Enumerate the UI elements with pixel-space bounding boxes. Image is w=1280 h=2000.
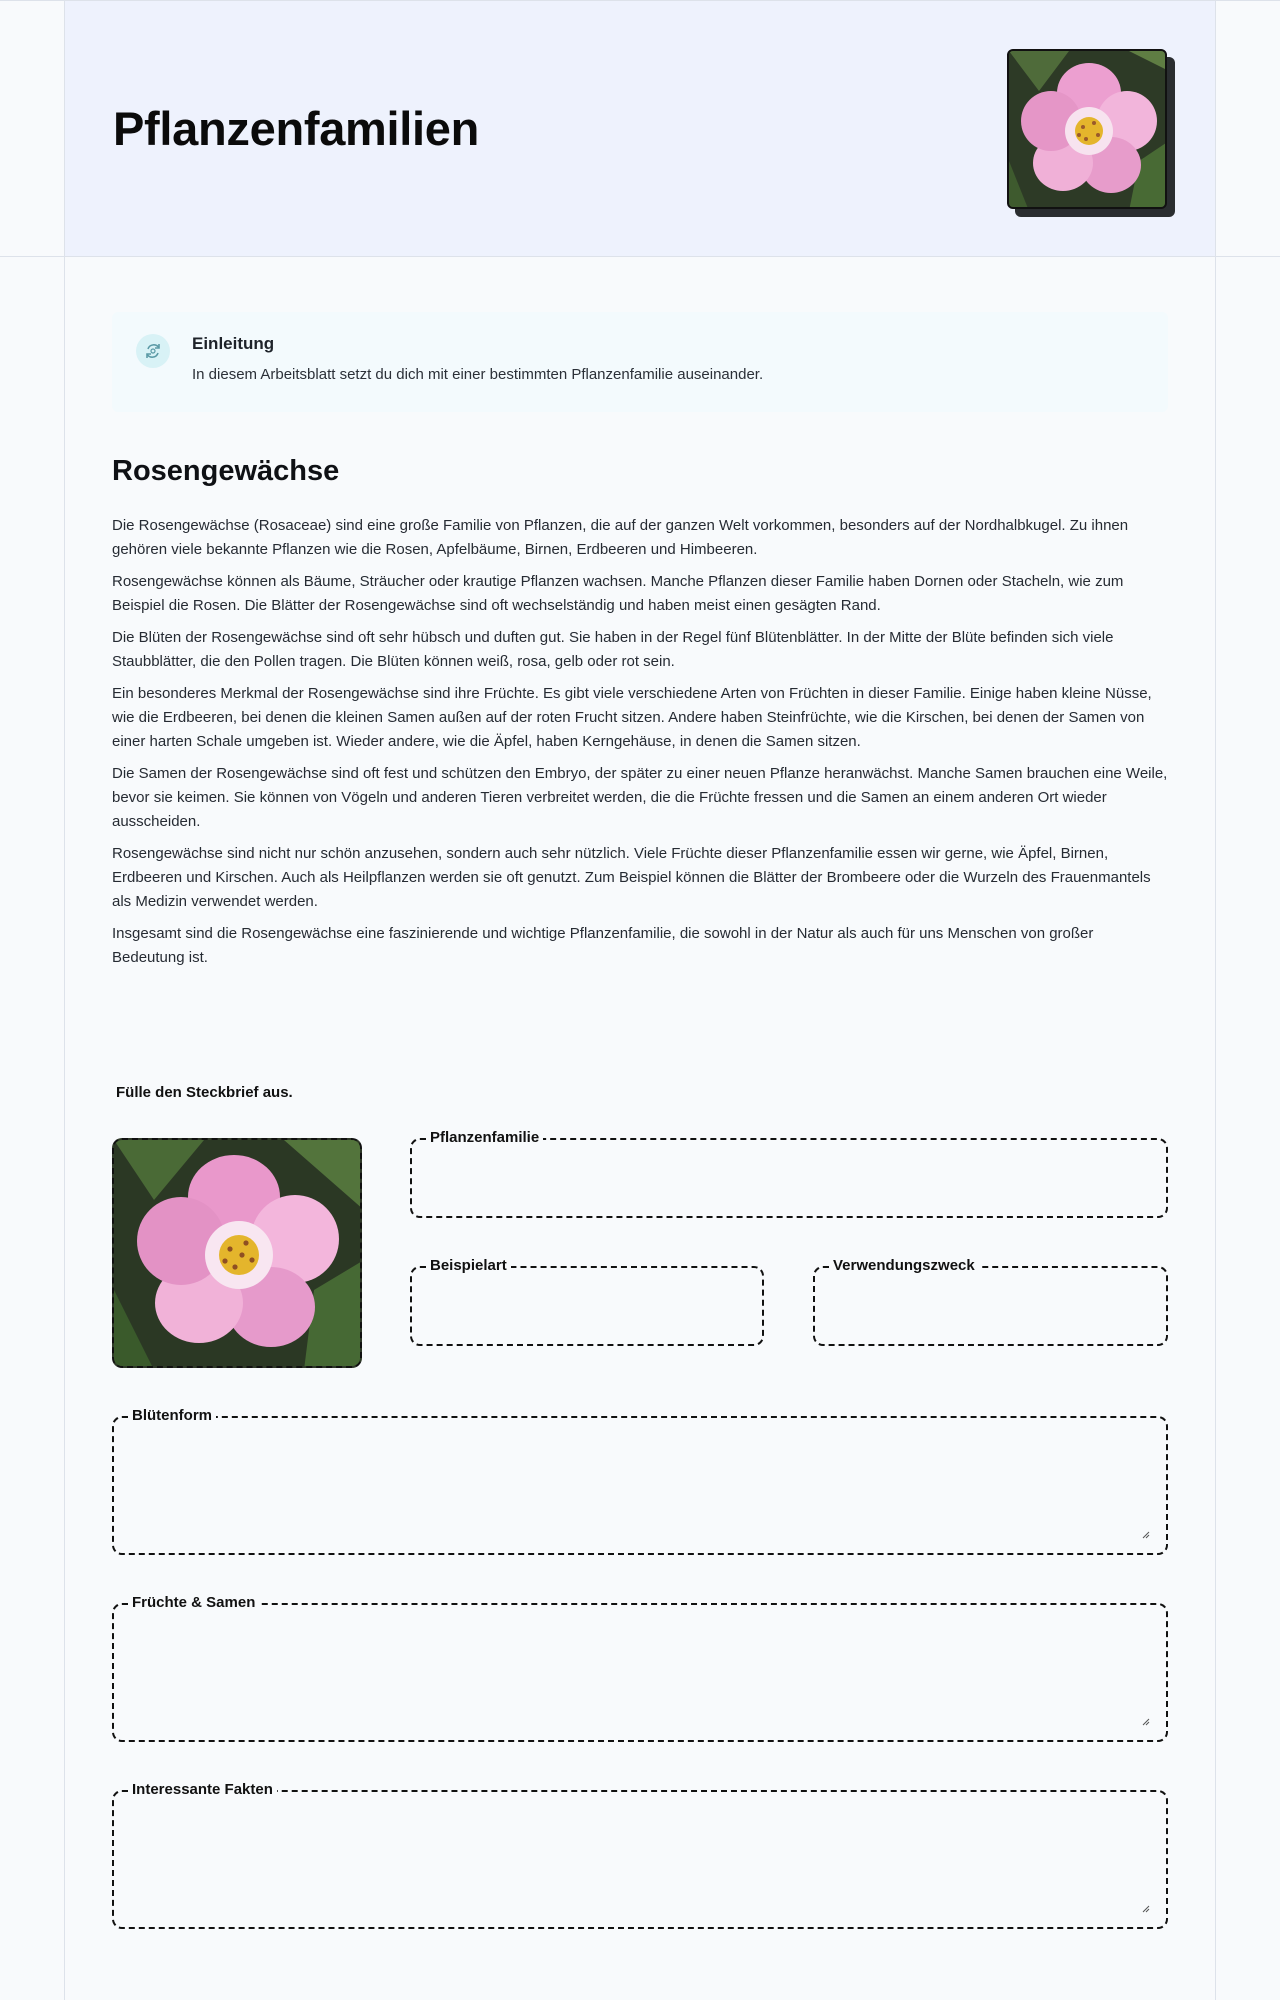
paragraph: Die Rosengewächse (Rosaceae) sind eine große Familie von Pflanzen, die auf der ganzen Welt vorkommen, besonders auf der Nordhalbkugel. Zu ihnen gehören viele bekannte Pflanzen wie die Rosen, Apfelbäume, Birnen, Erdbeeren und Himbeeren. (112, 517, 1129, 558)
resize-grip-icon[interactable] (1140, 1903, 1150, 1913)
page-header (65, 1, 1215, 256)
field-interessante-fakten (112, 1781, 1168, 1929)
resize-grip-icon[interactable] (1140, 1716, 1150, 1726)
intro-title: Einleitung (192, 334, 275, 353)
bluetenform-textarea[interactable] (122, 1432, 1158, 1547)
paragraph: Insgesamt sind die Rosengewächse eine faszinierende und wichtige Pflanzenfamilie, die sowohl in der Natur als auch für uns Menschen von großer Bedeutung ist. (112, 925, 1094, 966)
field-label: Früchte & Samen (128, 1593, 259, 1613)
field-bluetenform (112, 1407, 1168, 1555)
intro-text: In diesem Arbeitsblatt setzt du dich mit einer bestimmten Pflanzenfamilie auseinander. (192, 366, 764, 383)
paragraph: Rosengewächse sind nicht nur schön anzusehen, sondern auch sehr nützlich. Viele Früchte dieser Pflanzenfamilie essen wir gerne, wie Äpfel, Birnen, Erdbeeren und Kirschen. Auch als Heilpflanzen werden sie oft genutzt. Zum Beispiel können die Blätter der Brombeere oder die Wurzeln des Frauenmantels als Medizin verwendet werden. (112, 845, 1151, 910)
field-beispielart (410, 1257, 764, 1346)
task-instruction: Fülle den Steckbrief aus. (116, 1084, 293, 1101)
paragraph: Die Samen der Rosengewächse sind oft fest und schützen den Embryo, der später zu einer neuen Pflanze heranwächst. Manche Samen brauchen eine Weile, bevor sie keimen. Sie können von Vögeln und anderen Tieren verbreitet werden, die die Früchte fressen und die Samen an einem anderen Ort wieder ausscheiden. (112, 765, 1168, 830)
field-pflanzenfamilie (410, 1129, 1168, 1218)
paragraph: Die Blüten der Rosengewächse sind oft sehr hübsch und duften gut. Sie haben in der Regel fünf Blütenblätter. In der Mitte der Blüte befinden sich viele Staubblätter, die den Pollen tragen. Die Blüten können weiß, rosa, gelb oder rot sein. (112, 629, 1114, 670)
beispielart-input[interactable] (420, 1282, 754, 1338)
field-verwendungszweck (813, 1257, 1168, 1346)
profile-image (112, 1138, 362, 1368)
header-image-frame (1007, 49, 1167, 209)
field-fruechte-samen (112, 1594, 1168, 1742)
rose-flower-image (1009, 51, 1167, 209)
refresh-cycle-icon (136, 334, 170, 368)
field-label: Pflanzenfamilie (426, 1128, 543, 1148)
page-title: Pflanzenfamilien (113, 102, 480, 155)
verwendungszweck-input[interactable] (823, 1282, 1158, 1338)
field-label: Beispielart (426, 1256, 511, 1276)
intro-callout (112, 312, 1168, 412)
field-label: Blütenform (128, 1406, 216, 1426)
field-label: Verwendungszweck (829, 1256, 979, 1276)
refresh-cycle-icon-glyph (143, 341, 163, 361)
pflanzenfamilie-input[interactable] (420, 1154, 1158, 1210)
field-label: Interessante Fakten (128, 1780, 277, 1800)
rose-flower-image (114, 1140, 362, 1368)
article-body (112, 514, 1168, 978)
fruechte-samen-textarea[interactable] (122, 1619, 1158, 1734)
paragraph: Ein besonderes Merkmal der Rosengewächse sind ihre Früchte. Es gibt viele verschiedene Arten von Früchten in dieser Familie. Einige haben kleine Nüsse, wie die Erdbeeren, bei denen die kleinen Samen außen auf der roten Frucht sitzen. Andere haben Steinfrüchte, wie die Kirschen, bei denen der Samen von einer harten Schale umgeben ist. Wieder andere, wie die Äpfel, haben Kerngehäuse, in denen die Samen sitzen. (112, 685, 1152, 750)
resize-grip-icon[interactable] (1140, 1529, 1150, 1539)
header-image (1007, 49, 1167, 209)
header-divider (0, 256, 1280, 257)
section-title: Rosengewächse (112, 455, 340, 487)
interessante-fakten-textarea[interactable] (122, 1806, 1158, 1921)
paragraph: Rosengewächse können als Bäume, Sträucher oder krautige Pflanzen wachsen. Manche Pflanzen dieser Familie haben Dornen oder Stacheln, wie zum Beispiel die Rosen. Die Blätter der Rosengewächse sind oft wechselständig und haben meist einen gesägten Rand. (112, 573, 1124, 614)
